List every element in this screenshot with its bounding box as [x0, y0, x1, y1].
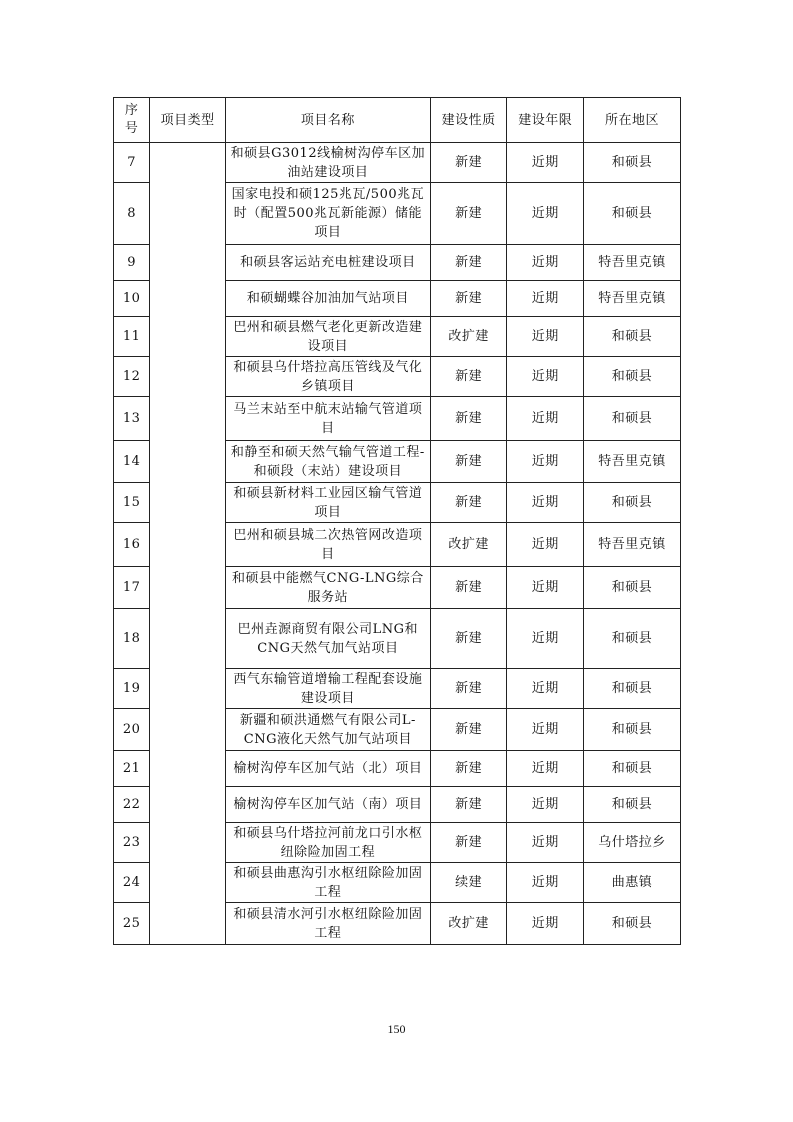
row-location: 和硕县 — [584, 751, 681, 787]
row-location: 和硕县 — [584, 609, 681, 669]
row-nature: 新建 — [430, 397, 507, 441]
row-seq: 22 — [114, 787, 150, 823]
row-nature: 新建 — [430, 823, 507, 863]
row-nature: 改扩建 — [430, 903, 507, 945]
page-number: 150 — [387, 1022, 406, 1036]
row-seq: 8 — [114, 183, 150, 245]
row-name: 巴州和硕县城二次热管网改造项目 — [225, 523, 430, 567]
row-period: 近期 — [507, 903, 584, 945]
row-seq: 11 — [114, 317, 150, 357]
row-name: 和硕县清水河引水枢纽除险加固工程 — [225, 903, 430, 945]
header-nature: 建设性质 — [430, 98, 507, 143]
row-location: 和硕县 — [584, 567, 681, 609]
row-period: 近期 — [507, 709, 584, 751]
row-period: 近期 — [507, 397, 584, 441]
row-period: 近期 — [507, 143, 584, 183]
header-period: 建设年限 — [507, 98, 584, 143]
row-name: 和硕县中能燃气CNG-LNG综合服务站 — [225, 567, 430, 609]
header-location: 所在地区 — [584, 98, 681, 143]
row-name: 榆树沟停车区加气站（南）项目 — [225, 787, 430, 823]
row-period: 近期 — [507, 281, 584, 317]
row-period: 近期 — [507, 245, 584, 281]
row-location: 和硕县 — [584, 397, 681, 441]
header-row — [114, 98, 681, 143]
table-row — [114, 143, 681, 183]
row-seq: 23 — [114, 823, 150, 863]
row-nature: 新建 — [430, 751, 507, 787]
row-location: 曲惠镇 — [584, 863, 681, 903]
row-period: 近期 — [507, 823, 584, 863]
row-name: 国家电投和硕125兆瓦/500兆瓦时（配置500兆瓦新能源）储能项目 — [225, 183, 430, 245]
row-nature: 改扩建 — [430, 317, 507, 357]
row-nature: 新建 — [430, 609, 507, 669]
row-nature: 新建 — [430, 281, 507, 317]
row-nature: 新建 — [430, 245, 507, 281]
row-name: 巴州垚源商贸有限公司LNG和CNG天然气加气站项目 — [225, 609, 430, 669]
row-seq: 14 — [114, 441, 150, 483]
row-location: 乌什塔拉乡 — [584, 823, 681, 863]
row-seq: 9 — [114, 245, 150, 281]
row-seq: 20 — [114, 709, 150, 751]
row-seq: 24 — [114, 863, 150, 903]
row-location: 特吾里克镇 — [584, 281, 681, 317]
row-nature: 新建 — [430, 183, 507, 245]
row-location: 和硕县 — [584, 183, 681, 245]
row-period: 近期 — [507, 317, 584, 357]
row-period: 近期 — [507, 523, 584, 567]
row-location: 和硕县 — [584, 669, 681, 709]
row-name: 榆树沟停车区加气站（北）项目 — [225, 751, 430, 787]
row-seq: 25 — [114, 903, 150, 945]
row-nature: 新建 — [430, 787, 507, 823]
row-location: 和硕县 — [584, 709, 681, 751]
row-name: 和硕县新材料工业园区输气管道项目 — [225, 483, 430, 523]
row-location: 和硕县 — [584, 787, 681, 823]
row-seq: 21 — [114, 751, 150, 787]
project-table — [113, 97, 681, 945]
row-period: 近期 — [507, 483, 584, 523]
row-seq: 15 — [114, 483, 150, 523]
row-name: 和硕县G3012线榆树沟停车区加油站建设项目 — [225, 143, 430, 183]
row-nature: 新建 — [430, 357, 507, 397]
header-name: 项目名称 — [225, 98, 430, 143]
row-period: 近期 — [507, 787, 584, 823]
row-period: 近期 — [507, 441, 584, 483]
row-location: 特吾里克镇 — [584, 441, 681, 483]
row-type — [150, 143, 226, 945]
row-nature: 新建 — [430, 483, 507, 523]
row-seq: 7 — [114, 143, 150, 183]
row-period: 近期 — [507, 669, 584, 709]
row-seq: 13 — [114, 397, 150, 441]
row-name: 和硕县乌什塔拉高压管线及气化乡镇项目 — [225, 357, 430, 397]
row-nature: 续建 — [430, 863, 507, 903]
row-nature: 新建 — [430, 709, 507, 751]
row-location: 和硕县 — [584, 357, 681, 397]
row-period: 近期 — [507, 567, 584, 609]
row-name: 新疆和硕洪通燃气有限公司L-CNG液化天然气加气站项目 — [225, 709, 430, 751]
row-name: 和硕县客运站充电桩建设项目 — [225, 245, 430, 281]
row-nature: 新建 — [430, 669, 507, 709]
row-location: 和硕县 — [584, 143, 681, 183]
row-period: 近期 — [507, 609, 584, 669]
row-nature: 新建 — [430, 567, 507, 609]
row-seq: 18 — [114, 609, 150, 669]
row-name: 和硕蝴蝶谷加油加气站项目 — [225, 281, 430, 317]
row-seq: 10 — [114, 281, 150, 317]
row-seq: 17 — [114, 567, 150, 609]
header-type: 项目类型 — [150, 98, 226, 143]
row-period: 近期 — [507, 183, 584, 245]
row-period: 近期 — [507, 751, 584, 787]
row-nature: 新建 — [430, 143, 507, 183]
row-location: 和硕县 — [584, 317, 681, 357]
row-nature: 新建 — [430, 441, 507, 483]
row-location: 特吾里克镇 — [584, 523, 681, 567]
row-name: 巴州和硕县燃气老化更新改造建设项目 — [225, 317, 430, 357]
row-name: 马兰末站至中航末站输气管道项目 — [225, 397, 430, 441]
row-period: 近期 — [507, 863, 584, 903]
row-seq: 12 — [114, 357, 150, 397]
row-location: 和硕县 — [584, 483, 681, 523]
row-name: 和静至和硕天然气输气管道工程-和硕段（末站）建设项目 — [225, 441, 430, 483]
row-period: 近期 — [507, 357, 584, 397]
row-name: 和硕县曲惠沟引水枢纽除险加固工程 — [225, 863, 430, 903]
row-nature: 改扩建 — [430, 523, 507, 567]
row-location: 特吾里克镇 — [584, 245, 681, 281]
row-location: 和硕县 — [584, 903, 681, 945]
row-seq: 16 — [114, 523, 150, 567]
row-name: 西气东输管道增输工程配套设施建设项目 — [225, 669, 430, 709]
row-name: 和硕县乌什塔拉河前龙口引水枢纽除险加固工程 — [225, 823, 430, 863]
row-seq: 19 — [114, 669, 150, 709]
header-seq: 序 号 — [114, 98, 150, 143]
